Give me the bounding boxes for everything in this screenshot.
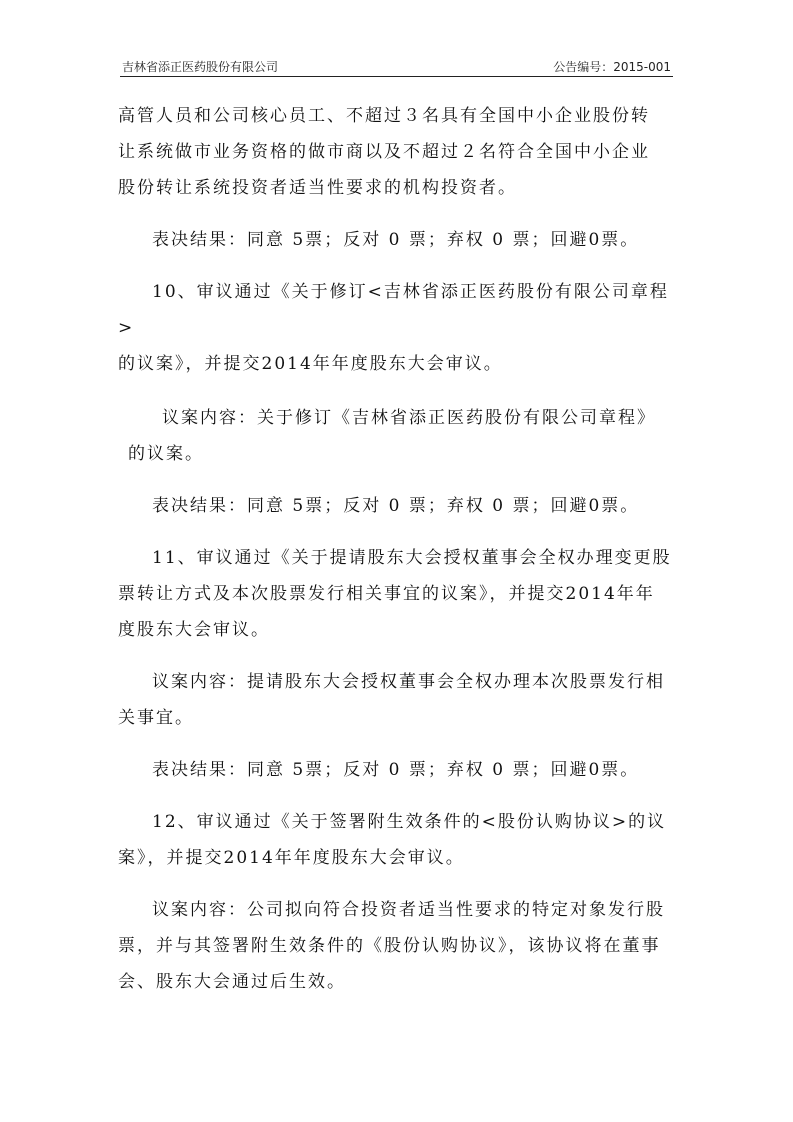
- text-line: 11、审议通过《关于提请股东大会授权董事会全权办理变更股: [152, 548, 672, 568]
- text-line: 表决结果：同意 5票；反对 0 票；弃权 0 票；回避0票。: [152, 760, 640, 780]
- paragraph-motion-12: [118, 804, 678, 876]
- text-line: 案》，并提交2014年年度股东大会审议。: [118, 848, 465, 868]
- header-notice-number: 公告编号：2015-001: [553, 60, 671, 74]
- text-line: 议案内容：公司拟向符合投资者适当性要求的特定对象发行股: [152, 900, 665, 920]
- text-line: 关事宜。: [118, 708, 194, 728]
- text-line: 的议案》，并提交2014年年度股东大会审议。: [118, 354, 503, 374]
- paragraph-motion-12-content: [118, 892, 678, 1000]
- text-line: 让系统做市业务资格的做市商以及不超过２名符合全国中小企业: [118, 142, 650, 162]
- text-line: 票，并与其签署附生效条件的《股份认购协议》，该协议将在董事: [118, 936, 661, 956]
- paragraph-motion-10: [118, 274, 678, 382]
- text-line: 表决结果：同意 5票；反对 0 票；弃权 0 票；回避0票。: [152, 230, 640, 250]
- paragraph-motion-11-content: [118, 664, 678, 736]
- text-line: 10、审议通过《关于修订<吉林省添正医药股份有限公司章程>: [118, 282, 669, 338]
- paragraph-vote-result: [118, 752, 678, 788]
- text-line: 议案内容：提请股东大会授权董事会全权办理本次股票发行相: [152, 672, 665, 692]
- text-line: 票转让方式及本次股票发行相关事宜的议案》，并提交2014年年: [118, 584, 655, 604]
- paragraph-vote-result: [118, 488, 678, 524]
- paragraph-eligible-investors: [118, 98, 678, 206]
- document-body: [118, 98, 678, 1000]
- text-line: 高管人员和公司核心员工、不超过３名具有全国中小企业股份转: [118, 106, 650, 126]
- text-line: 会、股东大会通过后生效。: [118, 972, 346, 992]
- text-line: 度股东大会审议。: [118, 620, 270, 640]
- page-header: [120, 56, 673, 77]
- paragraph-vote-result: [118, 222, 678, 258]
- paragraph-motion-11: [118, 540, 678, 648]
- text-line: 12、审议通过《关于签署附生效条件的<股份认购协议>的议: [152, 812, 667, 832]
- text-line: 的议案。: [128, 444, 204, 464]
- paragraph-motion-10-content: [118, 400, 678, 472]
- text-line: 股份转让系统投资者适当性要求的机构投资者。: [118, 178, 517, 198]
- header-company-name: 吉林省添正医药股份有限公司: [122, 60, 279, 74]
- text-line: 议案内容：关于修订《吉林省添正医药股份有限公司章程》: [162, 408, 656, 428]
- text-line: 表决结果：同意 5票；反对 0 票；弃权 0 票；回避0票。: [152, 496, 640, 516]
